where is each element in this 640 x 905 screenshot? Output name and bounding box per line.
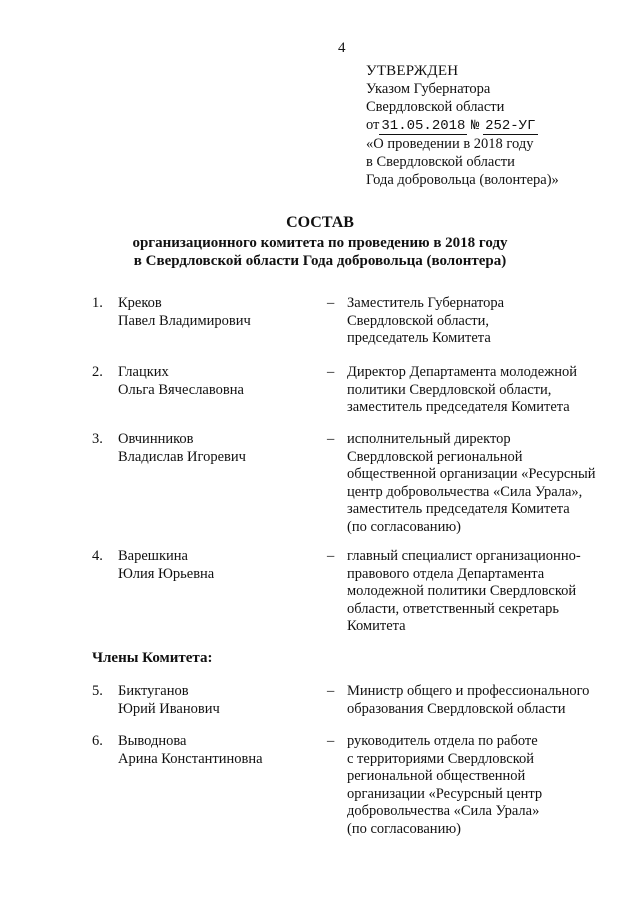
member-role: исполнительный директор Свердловской региональной общественной организации «Ресурсный центр добровольчества «Сила Урала», заместитель председателя Комитета (по согласованию) [347,431,596,535]
approval-stamp [366,62,559,189]
member-name: Креков Павел Владимирович [118,295,251,329]
dash: – [327,364,335,380]
section-heading-members: Члены Комитета: [92,650,213,666]
dash: – [327,548,335,564]
member-number: 4. [92,548,103,564]
member-name: Биктуганов Юрий Иванович [118,683,220,717]
member-number: 3. [92,431,103,447]
member-role: руководитель отдела по работе с территориями Свердловской региональной общественной организации «Ресурсный центр добровольчества «Сила Урала» (по согласованию) [347,733,543,837]
member-number: 1. [92,295,103,311]
member-number: 6. [92,733,103,749]
dash: – [327,733,335,749]
dash: – [327,295,335,311]
title-main: СОСТАВ [286,214,354,231]
approval-line-2: Свердловской области [366,99,505,115]
decree-title-line-2: в Свердловской области [366,154,515,170]
title-sub-2: в Свердловской области Года добровольца (волонтера) [133,253,507,269]
approval-date-line [366,116,559,135]
approval-line-1: Указом Губернатора [366,81,491,97]
dash: – [327,683,335,699]
decree-title-line-1: «О проведении в 2018 году [366,136,534,152]
document-title [0,214,640,270]
member-name: Варешкина Юлия Юрьевна [118,548,215,582]
member-name: Выводнова Арина Константиновна [118,733,263,767]
member-number: 2. [92,364,103,380]
decree-title-line-3: Года добровольца (волонтера)» [366,172,559,188]
member-number: 5. [92,683,103,699]
number-sign: № [471,118,480,134]
title-sub-1: организационного комитета по проведению в 2018 году [132,235,508,251]
member-name: Овчинников Владислав Игоревич [118,431,246,465]
date-prefix: от [366,117,380,133]
member-role: Министр общего и профессионального образования Свердловской области [347,683,590,717]
dash: – [327,431,335,447]
approval-date: 31.05.2018 [381,118,466,134]
approval-number: 252-УГ [485,118,536,134]
approval-heading: УТВЕРЖДЕН [366,63,459,79]
member-role: Заместитель Губернатора Свердловской области, председатель Комитета [347,295,505,346]
member-role: главный специалист организационно- правового отдела Департамента молодежной политики Свердловской области, ответственный секретарь Комитета [347,548,581,634]
member-name: Глацких Ольга Вячеславовна [118,364,244,398]
member-role: Директор Департамента молодежной политики Свердловской области, заместитель председателя Комитета [347,364,578,415]
page-number: 4 [338,40,346,56]
